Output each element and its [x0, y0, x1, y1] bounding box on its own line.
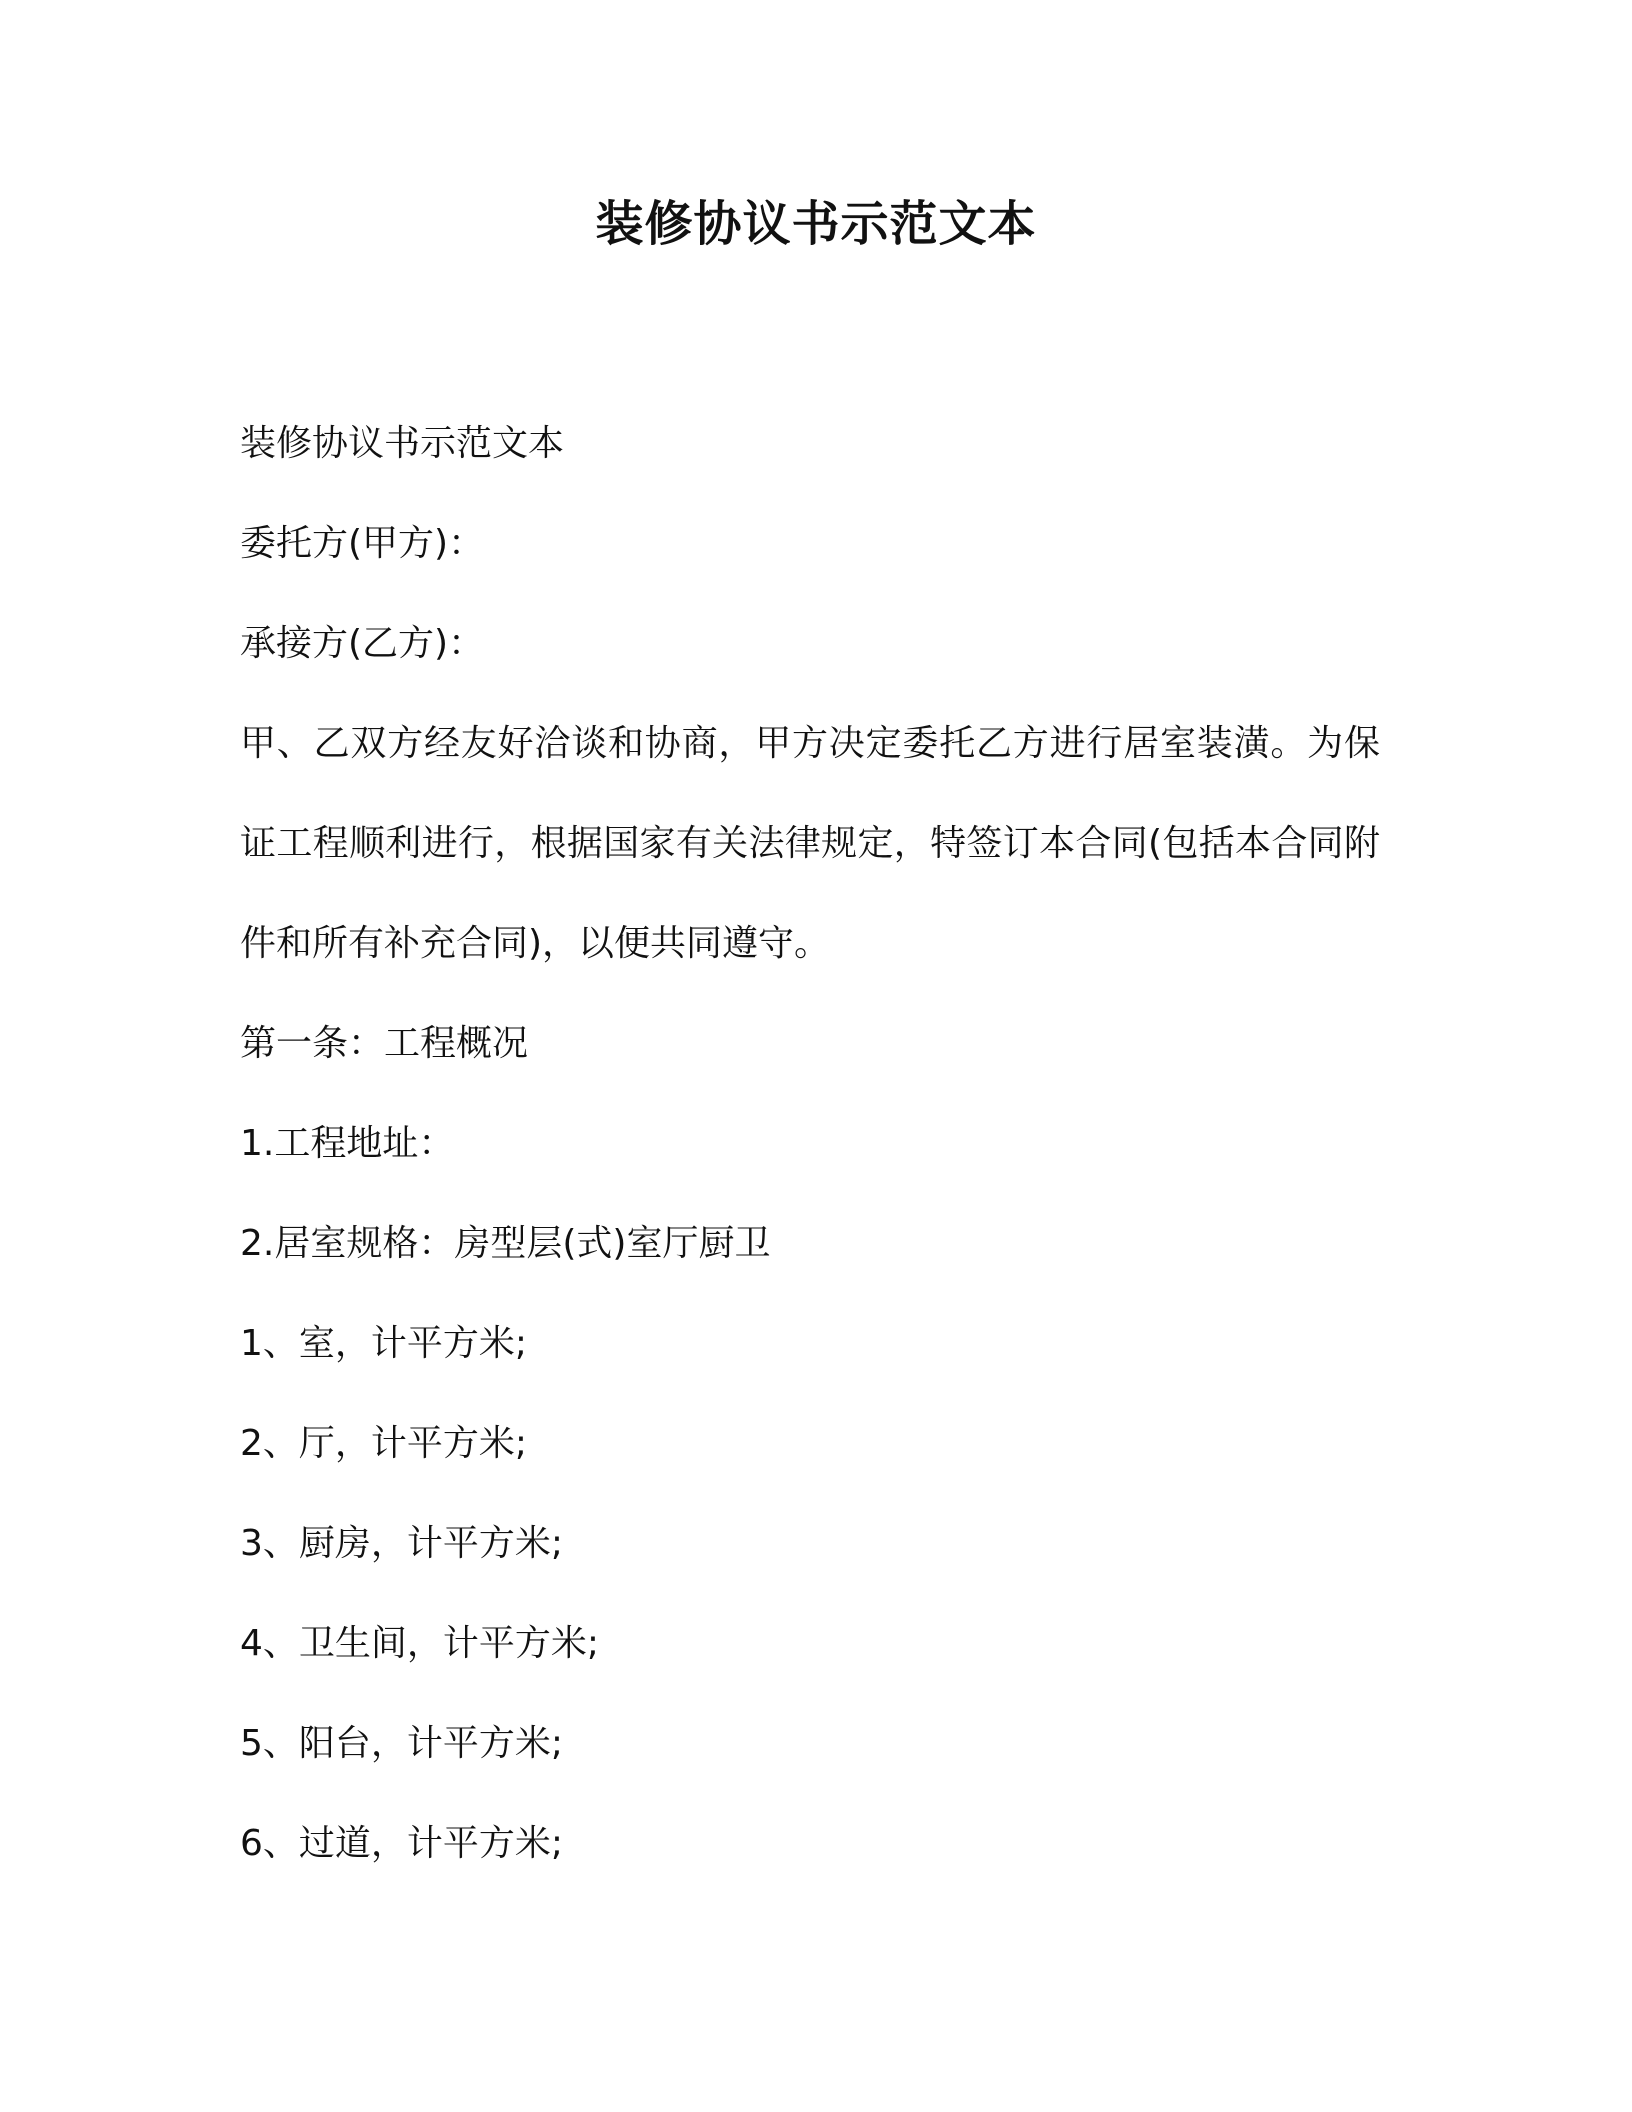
room-item-6: 6、过道，计平方米;	[240, 1823, 564, 1864]
article-1-heading: 第一条：工程概况	[240, 1023, 529, 1064]
document-title: 装修协议书示范文本	[595, 196, 1037, 252]
party-a-line: 委托方(甲方)：	[240, 523, 485, 564]
intro-paragraph: 甲、乙双方经友好洽谈和协商，甲方决定委托乙方进行居室装潢。为保证工程顺利进行，根据国家有关法律规定，特签订本合同(包括本合同附件和所有补充合同)，以便共同遵守。	[240, 723, 1380, 964]
room-item-4: 4、卫生间，计平方米;	[240, 1623, 600, 1664]
room-item-5: 5、阳台，计平方米;	[240, 1723, 564, 1764]
room-spec-line: 2.居室规格：房型层(式)室厅厨卫	[240, 1223, 771, 1264]
room-item-1: 1、室，计平方米;	[240, 1323, 528, 1364]
document-body	[240, 420, 1400, 1920]
project-address-line: 1.工程地址：	[240, 1123, 455, 1164]
room-item-2: 2、厅，计平方米;	[240, 1423, 528, 1464]
room-item-3: 3、厨房，计平方米;	[240, 1523, 564, 1564]
party-b-line: 承接方(乙方)：	[240, 623, 485, 664]
document-subtitle: 装修协议书示范文本	[240, 423, 565, 464]
